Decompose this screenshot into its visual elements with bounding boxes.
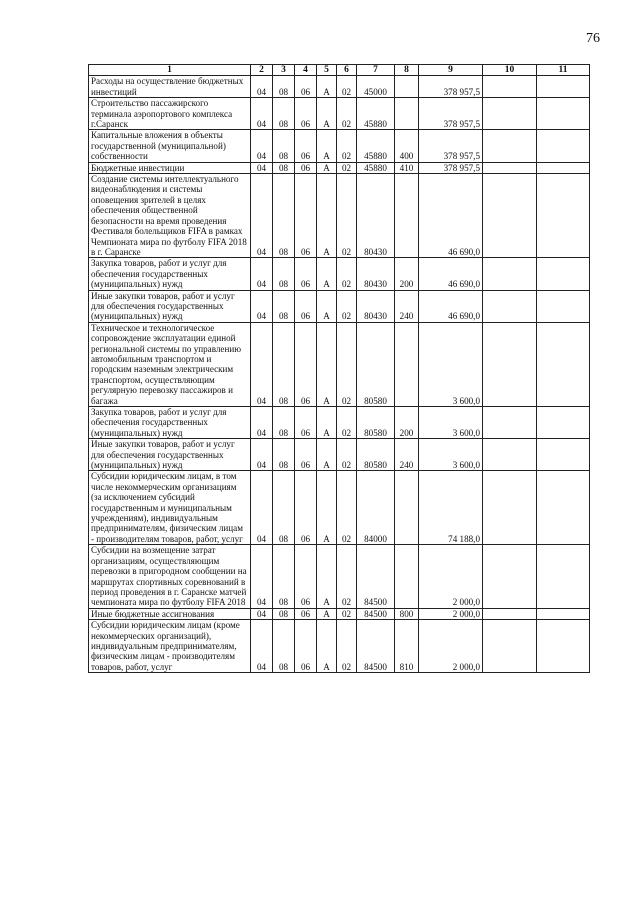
table-row [89,76,590,98]
section-code-cell: 08 [273,290,295,322]
section-code-cell: 08 [273,439,295,471]
column-10-cell [483,258,537,290]
amount-cell: 2 000,0 [419,545,483,608]
chapter-code-cell: 04 [251,620,273,673]
amount-cell: 3 600,0 [419,322,483,406]
expense-type-cell [395,545,419,608]
direction-code-cell: 45000 [357,76,395,98]
section-code-cell: 08 [273,98,295,130]
direction-code-cell: 80580 [357,322,395,406]
column-10-cell [483,130,537,162]
subsection-code-cell: 06 [295,407,317,439]
expense-type-cell: 200 [395,407,419,439]
direction-code-cell: 84500 [357,545,395,608]
subprogram-code-cell: 02 [337,290,357,322]
table-row [89,322,590,406]
row-name-cell: Субсидии юридическим лицам, в том числе некоммерческим организациям (за исключением субсидий государственным и муниципальным учреждениям), индивидуальным предпринимателям, физическим лицам - производителям товаров, работ, услуг [89,471,251,545]
program-code-cell: А [317,471,337,545]
row-name-cell: Субсидии юридическим лицам (кроме некоммерческих организаций), индивидуальным предпринимателям, физическим лицам - производителям товаров, работ, услуг [89,620,251,673]
subsection-code-cell: 06 [295,608,317,619]
row-name-cell: Закупка товаров, работ и услуг для обеспечения государственных (муниципальных) нужд [89,258,251,290]
section-code-cell: 08 [273,322,295,406]
subsection-code-cell: 06 [295,545,317,608]
table-row [89,162,590,173]
subsection-code-cell: 06 [295,130,317,162]
column-header: 3 [273,65,295,76]
expense-type-cell [395,471,419,545]
table-header-row [89,65,590,76]
direction-code-cell: 45880 [357,130,395,162]
program-code-cell: А [317,608,337,619]
amount-cell: 46 690,0 [419,290,483,322]
amount-cell: 378 957,5 [419,98,483,130]
amount-cell: 378 957,5 [419,130,483,162]
program-code-cell: А [317,439,337,471]
column-11-cell [537,322,590,406]
column-11-cell [537,76,590,98]
expense-type-cell: 240 [395,290,419,322]
table-row [89,258,590,290]
page-number: 76 [586,31,600,46]
expense-type-cell [395,174,419,258]
program-code-cell: А [317,545,337,608]
direction-code-cell: 84000 [357,471,395,545]
subsection-code-cell: 06 [295,162,317,173]
subsection-code-cell: 06 [295,174,317,258]
column-10-cell [483,322,537,406]
expense-type-cell: 200 [395,258,419,290]
column-11-cell [537,290,590,322]
chapter-code-cell: 04 [251,471,273,545]
section-code-cell: 08 [273,407,295,439]
amount-cell: 46 690,0 [419,174,483,258]
section-code-cell: 08 [273,258,295,290]
column-11-cell [537,174,590,258]
section-code-cell: 08 [273,471,295,545]
program-code-cell: А [317,130,337,162]
chapter-code-cell: 04 [251,174,273,258]
column-11-cell [537,545,590,608]
subprogram-code-cell: 02 [337,439,357,471]
table-row [89,407,590,439]
table-row [89,439,590,471]
direction-code-cell: 84500 [357,620,395,673]
subsection-code-cell: 06 [295,258,317,290]
column-header: 4 [295,65,317,76]
column-11-cell [537,620,590,673]
subprogram-code-cell: 02 [337,407,357,439]
column-header: 10 [483,65,537,76]
subprogram-code-cell: 02 [337,98,357,130]
budget-table [88,64,590,673]
table-row [89,620,590,673]
chapter-code-cell: 04 [251,290,273,322]
column-header: 9 [419,65,483,76]
column-11-cell [537,258,590,290]
program-code-cell: А [317,258,337,290]
column-11-cell [537,162,590,173]
subprogram-code-cell: 02 [337,620,357,673]
expense-type-cell [395,98,419,130]
column-header: 8 [395,65,419,76]
subprogram-code-cell: 02 [337,322,357,406]
chapter-code-cell: 04 [251,545,273,608]
column-10-cell [483,620,537,673]
column-header: 1 [89,65,251,76]
subprogram-code-cell: 02 [337,162,357,173]
expense-type-cell: 240 [395,439,419,471]
subsection-code-cell: 06 [295,620,317,673]
column-10-cell [483,98,537,130]
amount-cell: 378 957,5 [419,162,483,173]
program-code-cell: А [317,76,337,98]
expense-type-cell [395,322,419,406]
table-row [89,130,590,162]
subsection-code-cell: 06 [295,76,317,98]
column-header: 11 [537,65,590,76]
row-name-cell: Создание системы интеллектуального видеонаблюдения и системы оповещения зрителей в целях обеспечения общественной безопасности на время проведения Фестиваля болельщиков FIFA в рамках Чемпионата мира по футболу FIFA 2018 в г. Саранске [89,174,251,258]
section-code-cell: 08 [273,620,295,673]
chapter-code-cell: 04 [251,608,273,619]
program-code-cell: А [317,407,337,439]
column-10-cell [483,608,537,619]
row-name-cell: Иные бюджетные ассигнования [89,608,251,619]
direction-code-cell: 45880 [357,162,395,173]
expense-type-cell: 810 [395,620,419,673]
amount-cell: 3 600,0 [419,407,483,439]
row-name-cell: Техническое и технологическое сопровождение эксплуатации единой региональной системы по управлению автомобильным транспортом и городским наземным электрическим транспортом, осуществляющим регулярную перевозку пассажиров и багажа [89,322,251,406]
direction-code-cell: 80580 [357,439,395,471]
direction-code-cell: 80430 [357,174,395,258]
column-11-cell [537,130,590,162]
row-name-cell: Иные закупки товаров, работ и услуг для обеспечения государственных (муниципальных) нужд [89,439,251,471]
subprogram-code-cell: 02 [337,545,357,608]
amount-cell: 378 957,5 [419,76,483,98]
table-row [89,290,590,322]
section-code-cell: 08 [273,76,295,98]
column-header: 5 [317,65,337,76]
subsection-code-cell: 06 [295,471,317,545]
row-name-cell: Закупка товаров, работ и услуг для обеспечения государственных (муниципальных) нужд [89,407,251,439]
section-code-cell: 08 [273,174,295,258]
column-header: 6 [337,65,357,76]
subprogram-code-cell: 02 [337,130,357,162]
table-row [89,608,590,619]
chapter-code-cell: 04 [251,439,273,471]
direction-code-cell: 45880 [357,98,395,130]
column-11-cell [537,471,590,545]
expense-type-cell: 400 [395,130,419,162]
subprogram-code-cell: 02 [337,258,357,290]
section-code-cell: 08 [273,162,295,173]
table-row [89,174,590,258]
column-10-cell [483,471,537,545]
program-code-cell: А [317,620,337,673]
program-code-cell: А [317,322,337,406]
column-10-cell [483,407,537,439]
program-code-cell: А [317,162,337,173]
column-11-cell [537,407,590,439]
direction-code-cell: 80430 [357,290,395,322]
chapter-code-cell: 04 [251,407,273,439]
column-10-cell [483,162,537,173]
section-code-cell: 08 [273,130,295,162]
subsection-code-cell: 06 [295,98,317,130]
expense-type-cell: 410 [395,162,419,173]
subsection-code-cell: 06 [295,439,317,471]
program-code-cell: А [317,290,337,322]
column-11-cell [537,608,590,619]
subprogram-code-cell: 02 [337,76,357,98]
column-header: 2 [251,65,273,76]
subsection-code-cell: 06 [295,290,317,322]
subsection-code-cell: 06 [295,322,317,406]
expense-type-cell [395,76,419,98]
chapter-code-cell: 04 [251,322,273,406]
row-name-cell: Иные закупки товаров, работ и услуг для обеспечения государственных (муниципальных) нужд [89,290,251,322]
program-code-cell: А [317,174,337,258]
subprogram-code-cell: 02 [337,471,357,545]
amount-cell: 74 188,0 [419,471,483,545]
subprogram-code-cell: 02 [337,174,357,258]
row-name-cell: Строительство пассажирского терминала аэропортового комплекса г.Саранск [89,98,251,130]
column-header: 7 [357,65,395,76]
amount-cell: 3 600,0 [419,439,483,471]
direction-code-cell: 84500 [357,608,395,619]
chapter-code-cell: 04 [251,76,273,98]
row-name-cell: Расходы на осуществление бюджетных инвестиций [89,76,251,98]
table-row [89,98,590,130]
column-11-cell [537,439,590,471]
column-11-cell [537,98,590,130]
chapter-code-cell: 04 [251,98,273,130]
section-code-cell: 08 [273,608,295,619]
row-name-cell: Субсидии на возмещение затрат организациям, осуществляющим перевозки в пригородном сообщении на маршрутах спортивных соревнований в период проведения в г. Саранске матчей чемпионата мира по футболу FIFA 2018 [89,545,251,608]
chapter-code-cell: 04 [251,162,273,173]
table-row [89,545,590,608]
chapter-code-cell: 04 [251,130,273,162]
direction-code-cell: 80430 [357,258,395,290]
subprogram-code-cell: 02 [337,608,357,619]
row-name-cell: Бюджетные инвестиции [89,162,251,173]
amount-cell: 2 000,0 [419,620,483,673]
column-10-cell [483,439,537,471]
column-10-cell [483,545,537,608]
column-10-cell [483,76,537,98]
amount-cell: 2 000,0 [419,608,483,619]
amount-cell: 46 690,0 [419,258,483,290]
direction-code-cell: 80580 [357,407,395,439]
row-name-cell: Капитальные вложения в объекты государственной (муниципальной) собственности [89,130,251,162]
chapter-code-cell: 04 [251,258,273,290]
column-10-cell [483,174,537,258]
column-10-cell [483,290,537,322]
section-code-cell: 08 [273,545,295,608]
program-code-cell: А [317,98,337,130]
expense-type-cell: 800 [395,608,419,619]
table-row [89,471,590,545]
